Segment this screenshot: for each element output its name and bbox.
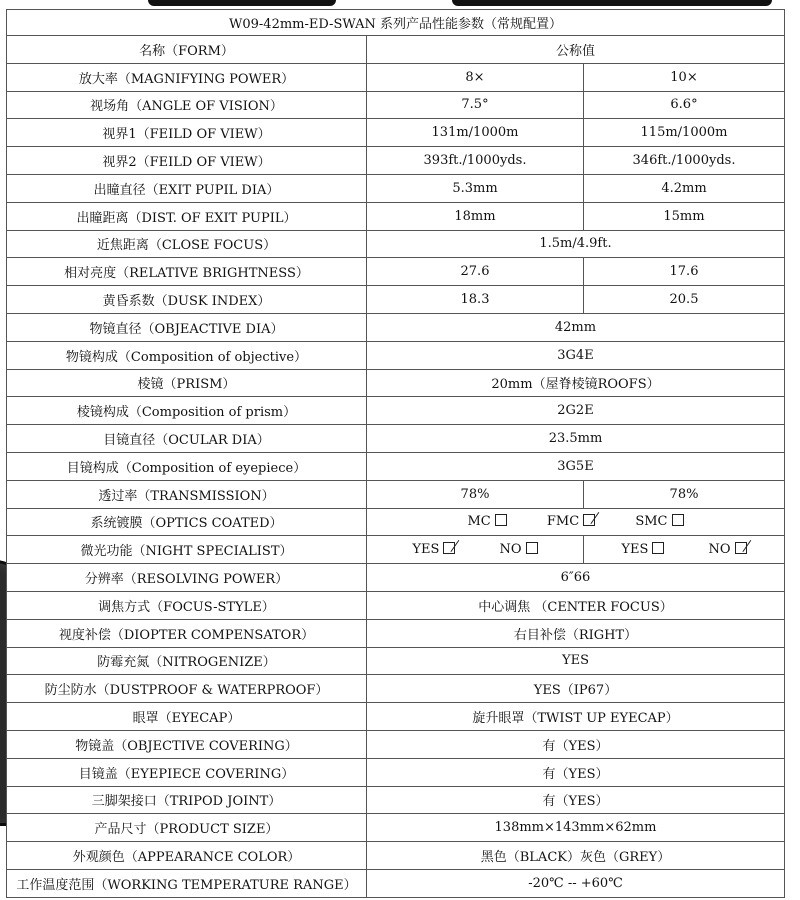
spec-value: 2G2E (367, 397, 785, 425)
table-row (7, 147, 785, 175)
coating-options (367, 508, 785, 536)
checkbox-checked-icon[interactable] (583, 514, 595, 526)
spec-value: 有（YES） (367, 730, 785, 758)
spec-value: 6″66 (367, 564, 785, 592)
header-name: 名称（FORM） (7, 36, 367, 64)
no-label: NO (499, 542, 522, 558)
spec-value: 3G4E (367, 341, 785, 369)
spec-value-1: 393ft./1000yds. (367, 147, 584, 175)
spec-value: 旋升眼罩（TWIST UP EYECAP） (367, 703, 785, 731)
spec-value-1: 5.3mm (367, 174, 584, 202)
table-row (7, 591, 785, 619)
spec-name: 三脚架接口（TRIPOD JOINT） (7, 786, 367, 814)
spec-value: 138mm×143mm×62mm (367, 814, 785, 842)
checkbox-checked-icon[interactable] (443, 542, 455, 554)
spec-name: 目镜直径（OCULAR DIA） (7, 425, 367, 453)
spec-name: 系统镀膜（OPTICS COATED） (7, 508, 367, 536)
spec-value: 3G5E (367, 452, 785, 480)
night-no-option (709, 542, 747, 557)
spec-value: 中心调焦 （CENTER FOCUS） (367, 591, 785, 619)
yes-label: YES (412, 542, 440, 558)
spec-name: 外观颜色（APPEARANCE COLOR） (7, 842, 367, 870)
table-row (7, 480, 785, 508)
spec-name: 分辨率（RESOLVING POWER） (7, 564, 367, 592)
coating-label: MC (467, 514, 491, 530)
table-row (7, 397, 785, 425)
spec-name: 棱镜（PRISM） (7, 369, 367, 397)
table-row (7, 258, 785, 286)
spec-name: 出瞳距离（DIST. OF EXIT PUPIL） (7, 202, 367, 230)
table-row (7, 119, 785, 147)
checkbox-checked-icon[interactable] (735, 542, 747, 554)
table-row (7, 842, 785, 870)
spec-value-2: 346ft./1000yds. (584, 147, 785, 175)
spec-value-1: 8× (367, 63, 584, 91)
spec-name: 放大率（MAGNIFYING POWER） (7, 63, 367, 91)
spec-name: 工作温度范围（WORKING TEMPERATURE RANGE） (7, 869, 367, 897)
night-no-option (500, 542, 538, 557)
table-row (7, 758, 785, 786)
coating-option-mc (468, 514, 507, 529)
spec-name: 视场角（ANGLE OF VISION） (7, 91, 367, 119)
spec-value: YES（IP67） (367, 675, 785, 703)
spec-name: 相对亮度（RELATIVE BRIGHTNESS） (7, 258, 367, 286)
night-yes-option (412, 542, 455, 557)
spec-value-2: 10× (584, 63, 785, 91)
spec-value: 23.5mm (367, 425, 785, 453)
table-row (7, 675, 785, 703)
spec-name: 物镜直径（OBJEACTIVE DIA） (7, 313, 367, 341)
spec-name: 透过率（TRANSMISSION） (7, 480, 367, 508)
spec-value-2: 20.5 (584, 286, 785, 314)
checkbox-icon[interactable] (495, 514, 507, 526)
spec-name: 视界1（FEILD OF VIEW） (7, 119, 367, 147)
spec-name: 视界2（FEILD OF VIEW） (7, 147, 367, 175)
table-row (7, 869, 785, 897)
spec-name: 视度补偿（DIOPTER COMPENSATOR） (7, 619, 367, 647)
table-row (7, 786, 785, 814)
table-row (7, 286, 785, 314)
decorative-top-bar-left (148, 0, 336, 6)
spec-name: 物镜构成（Composition of objective） (7, 341, 367, 369)
table-row (7, 341, 785, 369)
table-row (7, 730, 785, 758)
spec-value-1: 131m/1000m (367, 119, 584, 147)
spec-value: 有（YES） (367, 786, 785, 814)
table-row (7, 647, 785, 675)
table-row (7, 202, 785, 230)
table-row (7, 91, 785, 119)
checkbox-icon[interactable] (526, 542, 538, 554)
spec-value-1: 27.6 (367, 258, 584, 286)
table-row (7, 508, 785, 536)
header-row (7, 36, 785, 64)
spec-value-1: 18.3 (367, 286, 584, 314)
table-row (7, 369, 785, 397)
table-row (7, 814, 785, 842)
spec-name: 棱镜构成（Composition of prism） (7, 397, 367, 425)
checkbox-icon[interactable] (652, 542, 664, 554)
spec-value-2: 4.2mm (584, 174, 785, 202)
table-row (7, 63, 785, 91)
spec-name: 目镜构成（Composition of eyepiece） (7, 452, 367, 480)
header-value: 公称值 (367, 36, 785, 64)
no-label: NO (708, 542, 731, 558)
checkbox-icon[interactable] (672, 514, 684, 526)
spec-value: 有（YES） (367, 758, 785, 786)
coating-label: FMC (546, 514, 580, 530)
table-row (7, 452, 785, 480)
spec-value-1: 7.5° (367, 91, 584, 119)
night-yes-option (621, 542, 664, 557)
table-row (7, 564, 785, 592)
spec-name: 防霉充氮（NITROGENIZE） (7, 647, 367, 675)
table-row (7, 619, 785, 647)
table-row (7, 313, 785, 341)
table-row (7, 703, 785, 731)
spec-name: 产品尺寸（PRODUCT SIZE） (7, 814, 367, 842)
yes-label: YES (621, 542, 649, 558)
spec-value: 黑色（BLACK）灰色（GREY） (367, 842, 785, 870)
coating-option-smc (635, 514, 683, 529)
spec-value: 42mm (367, 313, 785, 341)
spec-value-2: 15mm (584, 202, 785, 230)
spec-name: 微光功能（NIGHT SPECIALIST） (7, 536, 367, 564)
table-row (7, 536, 785, 564)
table-row (7, 230, 785, 258)
table-row (7, 425, 785, 453)
night-options-1 (367, 536, 584, 564)
spec-value-2: 78% (584, 480, 785, 508)
spec-name: 物镜盖（OBJECTIVE COVERING） (7, 730, 367, 758)
spec-name: 目镜盖（EYEPIECE COVERING） (7, 758, 367, 786)
spec-value: 1.5m/4.9ft. (367, 230, 785, 258)
decorative-top-bar-right (452, 0, 772, 6)
night-options-2 (584, 536, 785, 564)
spec-table (6, 9, 785, 898)
spec-value: 20mm（屋脊棱镜ROOFS） (367, 369, 785, 397)
spec-value-1: 78% (367, 480, 584, 508)
spec-value-2: 115m/1000m (584, 119, 785, 147)
spec-name: 眼罩（EYECAP） (7, 703, 367, 731)
table-row (7, 174, 785, 202)
table-title: W09-42mm-ED-SWAN 系列产品性能参数（常规配置） (7, 10, 785, 36)
spec-value-1: 18mm (367, 202, 584, 230)
spec-name: 近焦距离（CLOSE FOCUS） (7, 230, 367, 258)
spec-name: 防尘防水（DUSTPROOF & WATERPROOF） (7, 675, 367, 703)
spec-value: 右目补偿（RIGHT） (367, 619, 785, 647)
spec-value: -20℃ -- +60℃ (367, 869, 785, 897)
spec-value: YES (367, 647, 785, 675)
coating-label: SMC (635, 514, 668, 530)
spec-name: 出瞳直径（EXIT PUPIL DIA） (7, 174, 367, 202)
spec-value-2: 17.6 (584, 258, 785, 286)
coating-option-fmc (547, 514, 595, 529)
spec-name: 黄昏系数（DUSK INDEX） (7, 286, 367, 314)
spec-name: 调焦方式（FOCUS-STYLE） (7, 591, 367, 619)
title-row (7, 10, 785, 36)
spec-value-2: 6.6° (584, 91, 785, 119)
